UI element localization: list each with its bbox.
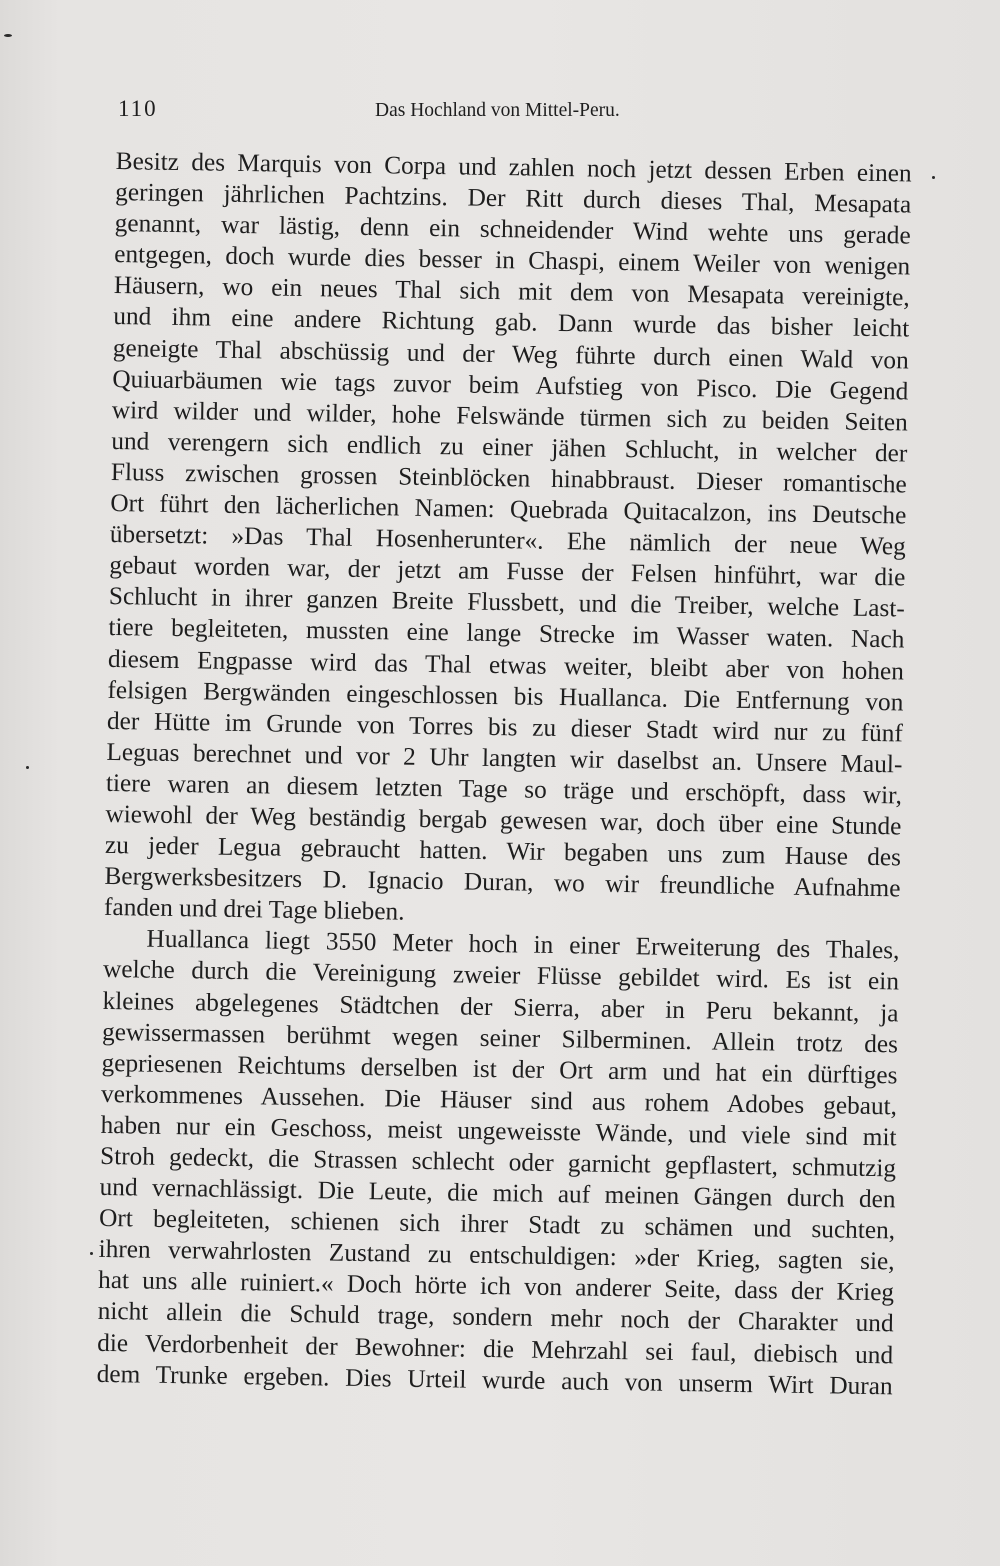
text-line: der Hütte im Grunde von Torres bis zu dieser Stadt wird nur zu fünf [106, 706, 904, 748]
text-line: haben nur ein Geschoss, meist ungeweisste Wände, und viele sind mit [100, 1110, 897, 1152]
text-line: gewissermassen berühmt wegen seiner Silberminen. Allein trotz des [101, 1017, 899, 1059]
text-line: entgegen, doch wurde dies besser in Chaspi, einem Weiler von wenigen [114, 240, 911, 281]
text-line: Häusern, wo ein neues Thal sich mit dem von Mesapata vereinigte, [113, 271, 910, 312]
text-line: und ihm eine andere Richtung gab. Dann wurde das bisher leicht [113, 302, 910, 343]
text-line: zu jeder Legua gebraucht hatten. Wir begaben uns zum Hause des [104, 830, 902, 872]
text-line: Fluss zwischen grossen Steinblöcken hinabbraust. Dieser romantische [110, 457, 908, 499]
print-speck [26, 766, 29, 769]
text-line: diesem Engpasse wird das Thal etwas weiter, bleibt aber von hohen [107, 644, 905, 685]
text-line: wiewohl der Weg beständig bergab gewesen war, doch über eine Stunde [105, 799, 902, 841]
print-speck [932, 176, 935, 179]
text-line: wird wilder und wilder, hohe Felswände türmen sich zu beiden Seiten [111, 395, 908, 437]
print-speck [90, 1252, 93, 1255]
text-line: Leguas berechnet und vor 2 Uhr langten wir daselbst an. Unsere Maul- [106, 737, 903, 779]
text-line: ihren verwahrlosten Zustand zu entschuldigen: »der Krieg, sagten sie, [98, 1235, 895, 1276]
text-line: hat uns alle ruiniert.« Doch hörte ich von anderer Seite, dass der Krieg [97, 1266, 895, 1307]
text-line: verkommenes Aussehen. Die Häuser sind aus rohem Adobes gebaut, [100, 1079, 898, 1121]
text-line: nicht allein die Schuld trage, sondern mehr noch der Charakter und [97, 1297, 894, 1338]
text-line: geneigte Thal abschüssig und der Weg führte durch einen Wald von [112, 333, 909, 375]
paragraph-end-line: fanden und drei Tage blieben. [103, 893, 405, 926]
text-line: Bergwerksbesitzers D. Ignacio Duran, wo wir freundliche Aufnahme [104, 862, 901, 903]
text-line: Besitz des Marquis von Corpa und zahlen noch jetzt dessen Erben einen [115, 146, 912, 188]
text-line: genannt, war lästig, denn ein schneidender Wind wehte uns gerade [114, 209, 911, 250]
page-number: 110 [118, 96, 158, 121]
text-line: Ort begleiteten, schienen sich ihrer Stadt zu schämen und suchten, [98, 1204, 896, 1245]
text-line: gebaut worden war, der jetzt am Fusse der Felsen hinführt, war die [109, 551, 906, 592]
text-line: Quiuarbäumen wie tags zuvor beim Aufstieg von Pisco. Die Gegend [112, 364, 909, 406]
running-title: Das Hochland von Mittel-Peru. [375, 100, 620, 121]
text-line: und vernachlässigt. Die Leute, die mich auf meinen Gängen durch den [99, 1172, 896, 1214]
text-line: gepriesenen Reichtums derselben ist der Ort arm und hat ein dürftiges [101, 1048, 898, 1090]
text-line: felsigen Bergwänden eingeschlossen bis Huallanca. Die Entfernung von [107, 675, 904, 717]
print-speck [4, 34, 12, 37]
text-line: tiere waren an diesem letzten Tage so träge und erschöpft, dass wir, [105, 768, 903, 810]
text-line: geringen jährlichen Pachtzins. Der Ritt durch dieses Thal, Mesapata [115, 178, 912, 219]
text-line: Stroh gedeckt, die Strassen schlecht oder garnicht gepflastert, schmutzig [99, 1141, 897, 1183]
body-text [96, 146, 911, 1402]
text-line: die Verdorbenheit der Bewohner: die Mehrzahl sei faul, diebisch und [96, 1328, 894, 1369]
text-line: kleines abgelegenes Städtchen der Sierra, aber in Peru bekannt, ja [102, 986, 899, 1027]
text-line: welche durch die Vereinigung zweier Flüsse gebildet wird. Es ist ein [102, 955, 900, 996]
text-line: übersetzt: »Das Thal Hosenherunter«. Ehe nämlich der neue Weg [109, 520, 907, 561]
text-line: und verengern sich endlich zu einer jähen Schlucht, in welcher der [111, 426, 908, 468]
text-line: dem Trunke ergeben. Dies Urteil wurde auch von unserm Wirt Duran [96, 1359, 893, 1401]
text-line: Schlucht in ihrer ganzen Breite Flussbett, und die Treiber, welche Last- [108, 582, 906, 623]
page-header [118, 96, 670, 132]
text-line: tiere begleiteten, mussten eine lange Strecke im Wasser waten. Nach [108, 613, 905, 654]
paragraph-start-line: Huallanca liegt 3550 Meter hoch in einer Erweiterung des Thales, [146, 924, 900, 965]
text-line: Ort führt den lächerlichen Namen: Quebrada Quitacalzon, ins Deutsche [110, 488, 907, 530]
